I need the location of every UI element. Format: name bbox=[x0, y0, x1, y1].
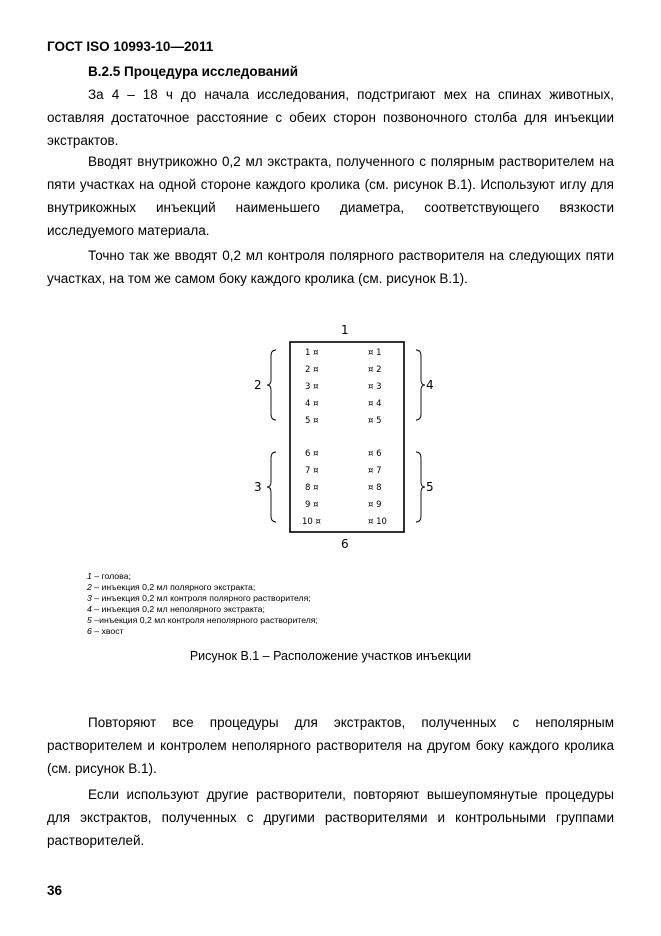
figure-legend bbox=[87, 571, 318, 637]
paragraph-1: За 4 – 18 ч до начала исследования, подстригают мех на спинах животных, оставляя достаточное расстояние с обеих сторон позвоночного столба для инъекции экстрактов. bbox=[47, 87, 614, 148]
left-site: 3 ¤ bbox=[305, 382, 319, 392]
label-head: 1 bbox=[341, 323, 349, 337]
paragraph-3: Точно так же вводят 0,2 мл контроля полярного растворителя на следующих пяти участках, на том же самом боку каждого кролика (см. рисунок В.1). bbox=[47, 248, 614, 286]
left-site: 7 ¤ bbox=[305, 466, 319, 476]
right-site: ¤ 6 bbox=[368, 449, 382, 459]
document-header: ГОСТ ISO 10993-10—2011 bbox=[47, 39, 214, 54]
right-site: ¤ 9 bbox=[368, 500, 382, 510]
right-site: ¤ 5 bbox=[368, 416, 382, 426]
left-upper-brace bbox=[267, 350, 276, 420]
label-tail: 6 bbox=[341, 537, 349, 551]
left-site: 2 ¤ bbox=[305, 365, 319, 375]
right-site: ¤ 10 bbox=[368, 517, 387, 527]
left-site: 10 ¤ bbox=[302, 517, 321, 527]
right-site: ¤ 3 bbox=[368, 382, 382, 392]
injection-sites-figure bbox=[250, 318, 450, 558]
right-site: ¤ 7 bbox=[368, 466, 382, 476]
right-site: ¤ 2 bbox=[368, 365, 382, 375]
paragraph-4: Повторяют все процедуры для экстрактов, полученных с неполярным растворителем и контролем неполярного растворителя на другом боку каждого кролика (см. рисунок В.1). bbox=[47, 715, 614, 776]
right-site: ¤ 8 bbox=[368, 483, 382, 493]
left-site: 9 ¤ bbox=[305, 500, 319, 510]
legend-item: 4 – инъекция 0,2 мл неполярного экстракта; bbox=[87, 604, 265, 614]
label-polar-control: 3 bbox=[254, 480, 262, 494]
right-upper-brace bbox=[416, 350, 425, 420]
label-nonpolar-control: 5 bbox=[426, 480, 434, 494]
legend-item: 3 – инъекция 0,2 мл контроля полярного растворителя; bbox=[87, 593, 311, 603]
figure-lines bbox=[250, 318, 450, 558]
legend-item: 6 – хвост bbox=[87, 626, 124, 636]
figure-caption: Рисунок В.1 – Расположение участков инъекции bbox=[189, 649, 472, 663]
left-site: 5 ¤ bbox=[305, 416, 319, 426]
page-number: 36 bbox=[47, 883, 63, 898]
right-site: ¤ 1 bbox=[368, 348, 382, 358]
right-site: ¤ 4 bbox=[368, 399, 382, 409]
legend-item: 5 –инъекция 0,2 мл контроля неполярного растворителя; bbox=[87, 615, 318, 625]
section-title: В.2.5 Процедура исследований bbox=[88, 64, 299, 79]
paragraph-5: Если используют другие растворители, повторяют вышеупомянутые процедуры для экстрактов, полученных с другими растворителями и контрольными группами растворителей. bbox=[47, 787, 614, 848]
left-site: 6 ¤ bbox=[305, 449, 319, 459]
legend-item: 1 – голова; bbox=[87, 571, 131, 581]
left-site: 8 ¤ bbox=[305, 483, 319, 493]
label-polar-extract: 2 bbox=[254, 378, 262, 392]
label-nonpolar-extract: 4 bbox=[426, 378, 434, 392]
right-lower-brace bbox=[416, 452, 425, 522]
left-lower-brace bbox=[267, 452, 276, 522]
paragraph-2: Вводят внутрикожно 0,2 мл экстракта, полученного с полярным растворителем на пяти участках на одной стороне каждого кролика (см. рисунок В.1). Используют иглу для внутрикожных инъекций наименьшего диаметра, соответствующего вязкости исследуемого материала. bbox=[47, 154, 614, 238]
left-site: 4 ¤ bbox=[305, 399, 319, 409]
left-site: 1 ¤ bbox=[305, 348, 319, 358]
legend-item: 2 – инъекция 0,2 мл полярного экстракта; bbox=[87, 582, 256, 592]
